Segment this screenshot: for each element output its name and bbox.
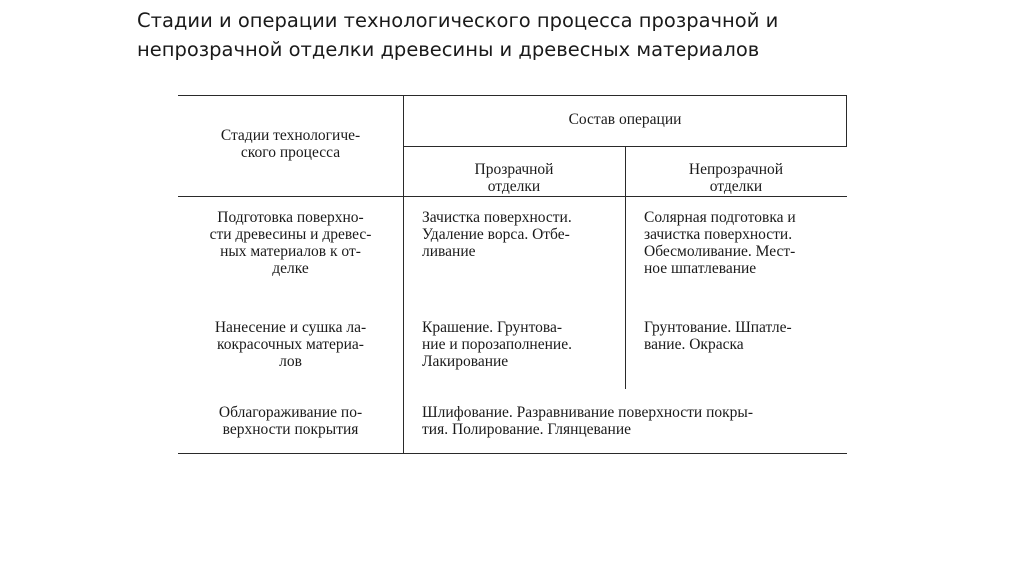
table-row-2-transparent: Крашение. Грунтова- ние и порозаполнение. Лакирование — [422, 319, 572, 370]
table-row-1-opaque: Солярная подготовка и зачистка поверхности. Обесмоливание. Мест- ное шпатлевание — [644, 209, 796, 277]
slide-title — [137, 6, 889, 64]
table-bottom-rule — [178, 453, 847, 454]
table-row-1-stage: Подготовка поверхно- сти древесины и древес- ных материалов к от- делке — [209, 209, 372, 277]
header-composition: Состав операции — [568, 111, 682, 128]
table-row-3-stage: Облагораживание по- верхности покрытия — [218, 404, 363, 438]
table-column-divider-1 — [403, 95, 404, 454]
table-row-2-stage: Нанесение и сушка ла- кокрасочных материа- лов — [214, 319, 367, 370]
header-opaque: Непрозрачной отделки — [688, 161, 784, 195]
title-line-1: Стадии и операции технологического процесса прозрачной и — [137, 9, 779, 32]
title-line-2: непрозрачной отделки древесины и древесных материалов — [137, 38, 760, 61]
table-header-bottom-rule — [178, 196, 847, 197]
header-stages: Стадии технологиче- ского процесса — [220, 127, 361, 161]
table-row-2-opaque: Грунтование. Шпатле- вание. Окраска — [644, 319, 792, 353]
table-row-3-merged: Шлифование. Разравнивание поверхности покры- тия. Полирование. Глянцевание — [422, 404, 753, 438]
table-row-1-transparent: Зачистка поверхности. Удаление ворса. Отбе- ливание — [422, 209, 572, 260]
header-transparent: Прозрачной отделки — [474, 161, 554, 195]
stages-operations-table — [178, 95, 847, 454]
table-top-rule — [178, 95, 847, 96]
